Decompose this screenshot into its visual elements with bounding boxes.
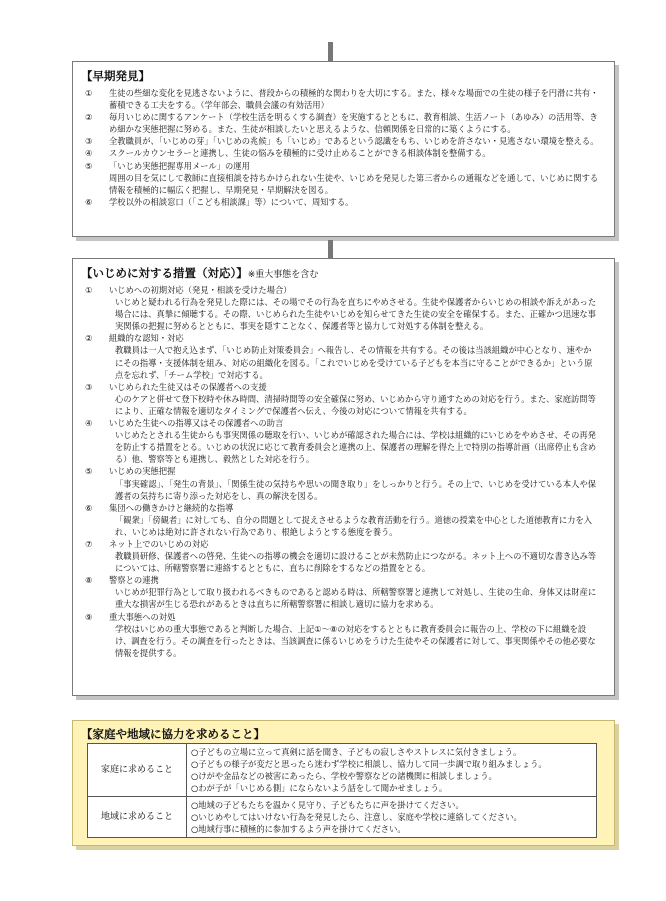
item-heading: いじめられた生徒又はその保護者への支援 [109, 381, 267, 392]
item-number: ⑧ [85, 575, 93, 586]
list-item: ○地域の子どもたちを温かく見守り、子どもたちに声を掛けてください。 [191, 799, 464, 810]
item-number: ⑤ [85, 466, 93, 477]
item-heading: 警察との連携 [109, 575, 159, 586]
response-item [85, 538, 599, 574]
list-item: ○いじめやしてはいけない行為を発見したら、注意し、家庭や学校に連絡してください。 [191, 811, 522, 822]
response-item [85, 465, 599, 501]
item-number: ① [85, 285, 93, 295]
response-item [85, 502, 599, 538]
item-number: ⑥ [85, 502, 93, 513]
item-heading: 集団への働きかけと継続的な指導 [109, 502, 234, 513]
early-detection-title: 【早期発見】 [81, 69, 150, 83]
home-items [187, 744, 597, 797]
early-item [85, 111, 599, 135]
item-number: ④ [85, 418, 93, 429]
item-desc: 教職員は一人で抱え込まず、「いじめ防止対策委員会」へ報告し、その情報を共有する。その後は当該組織が中心となり、速やかにその指導・支援体制を組み、対応の組織化を図る。「これでいじめを受けている子どもを本当に守ることができるか」という原点を忘れず、「チーム学校」で対応する。 [115, 345, 593, 380]
item-text: 生徒の些細な変化を見逃さないように、普段からの積極的な関わりを大切にする。また、様々な場面での生徒の様子を円滑に共有・蓄積できる工夫をする。（学年部会、職員会議の有効活用） [109, 88, 599, 111]
item-number: ④ [85, 148, 93, 159]
response-item [85, 332, 599, 380]
item-heading: いじめへの初期対応（発見・相談を受けた場合） [109, 285, 292, 295]
item-number: ⑨ [85, 611, 93, 622]
flow-connector-middle [328, 240, 333, 260]
early-detection-list [85, 87, 599, 208]
item-number: ⑥ [85, 196, 93, 207]
early-item [85, 135, 599, 147]
item-heading: いじめの実態把握 [109, 466, 176, 477]
item-text: スクールカウンセラーと連携し、生徒の悩みを積極的に受け止めることができる相談体制を整備する。 [109, 148, 491, 159]
response-title-text: 【いじめに対する措置（対応）】 [81, 266, 248, 280]
response-measures-title [81, 265, 318, 281]
early-item [85, 87, 599, 111]
early-detection-box [72, 61, 615, 237]
item-number: ② [85, 112, 93, 123]
list-item: ○子どもの立場に立って真剣に話を聞き、子どもの寂しさやストレスに気付きましょう。 [191, 746, 522, 757]
list-item: ○けがや金品などの被害にあったら、学校や警察などの諸機関に相談しましょう。 [191, 771, 497, 781]
community-cooperation-title: 【家庭や地域に協力を求めること】 [81, 727, 265, 741]
community-label: 地域に求めること [88, 797, 187, 838]
response-item [85, 417, 599, 465]
cooperation-table [87, 743, 597, 838]
item-number: ① [85, 88, 93, 98]
item-number: ③ [85, 136, 93, 147]
community-items [187, 797, 597, 838]
item-desc: 学校はいじめの重大事態であると判断した場合、上記①～⑧の対応をするとともに教育委員会に報告の上、学校の下に組織を設け、調査を行う。その調査を行ったときは、当該調査に係るいじめをうけた生徒やその保護者に対して、事実関係やその他必要な情報を提供する。 [115, 623, 596, 658]
item-desc: いじめと疑われる行為を発見した際には、その場でその行為を直ちにやめさせる。生徒や保護者からいじめの相談や訴えがあった場合には、真摯に傾聴する。その際、いじめられた生徒やいじめを知らせてきた生徒の安全を確保する。また、正確かつ迅速な事実関係の把握に努めるとともに、事実を隠すことなく、保護者等と協力して対処する体制を整える。 [115, 297, 597, 332]
item-number: ⑦ [85, 538, 93, 549]
item-desc: 心のケアと併せて登下校時や休み時間、清掃時間等の安全確保に努め、いじめから守り通すための対応を行う。また、家庭訪問等により、正確な情報を適切なタイミングで保護者へ伝え、今後の対応について情報を共有する。 [115, 393, 596, 416]
response-item [85, 611, 599, 659]
table-row-home [88, 744, 597, 797]
item-heading: 組織的な認知・対応 [109, 333, 184, 344]
item-desc: 周囲の目を気にして教師に直接相談を持ちかけられない生徒や、いじめを発見した第三者からの通報などを通して、いじめに関する情報を積極的に幅広く把握し、早期発見・早期解決を図る。 [109, 172, 599, 195]
item-desc: 「事実確認」、「発生の背景」、「関係生徒の気持ちや思いの聞き取り」をしっかりと行う。その上で、いじめを受けている本人や保護者の気持ちに寄り添った対応をし、真の解決を図る。 [115, 478, 597, 501]
response-item [85, 574, 599, 610]
item-number: ③ [85, 381, 93, 392]
list-item: ○地域行事に積極的に参加するよう声を掛けてください。 [191, 824, 406, 835]
response-item [85, 284, 599, 332]
item-text: 毎月いじめに関するアンケート（学校生活を明るくする調査）を実施するとともに、教育相談、生活ノート（あゆみ）の活用等、きめ細かな実態把握に努める。また、生徒が相談したいと思えるような、信頼関係を日常的に築くようにする。 [109, 112, 598, 135]
list-item: ○わが子が「いじめる側」にならないよう話をして聞かせましょう。 [191, 783, 448, 794]
item-heading: 重大事態への対処 [109, 611, 176, 622]
item-desc: いじめたとされる生徒からも事実関係の聴取を行い、いじめが確認された場合には、学校は組織的にいじめをやめさせ、その再発を防止する措置をとる。いじめの状況に応じて教育委員会と連携の上、保護者の理解を得た上で特別の指導計画（出席停止も含める）他、警察等とも連携し、毅然とした対応を行う。 [115, 430, 597, 465]
item-number: ⑤ [85, 160, 93, 171]
early-item [85, 160, 599, 196]
early-item [85, 196, 599, 208]
table-row-community [88, 797, 597, 838]
response-title-note: ※重大事態を含む [247, 270, 319, 280]
item-text: 「いじめ実態把握専用メール」の運用 [109, 160, 250, 171]
early-item [85, 147, 599, 159]
flow-connector-top [328, 42, 333, 62]
list-item: ○子どもの様子が変だと思ったら迷わず学校に相談し、協力して同一歩調で取り組みましょう。 [191, 758, 547, 769]
response-measures-list [85, 284, 599, 659]
response-item [85, 381, 599, 417]
item-heading: ネット上でのいじめの対応 [109, 538, 209, 549]
item-heading: いじめた生徒への指導又はその保護者への助言 [109, 418, 284, 429]
item-desc: 教職員研修、保護者への啓発、生徒への指導の機会を適切に設けることが未然防止につながる。ネット上への不適切な書き込み等については、所轄警察署に連絡するとともに、直ちに削除をするなどの措置をとる。 [115, 551, 597, 574]
item-desc: いじめが犯罪行為として取り扱われるべきものであると認める時は、所轄警察署と連携して対処し、生徒の生命、身体又は財産に重大な損害が生じる恐れがあるときは直ちに所轄警察署に相談し適切に協力を求める。 [115, 587, 597, 610]
item-number: ② [85, 333, 93, 344]
item-text: 全教職員が、「いじめの芽」「いじめの兆候」も「いじめ」であるという認識をもち、いじめを許さない・見逃さない環境を整える。 [109, 136, 599, 147]
home-label: 家庭に求めること [88, 744, 187, 797]
item-text: 学校以外の相談窓口（「こども相談課」等）について、周知する。 [109, 196, 354, 207]
community-cooperation-box [72, 720, 615, 846]
item-desc: 「観衆」「傍観者」に対しても、自分の問題として捉えさせるような教育活動を行う。道徳の授業を中心とした道徳教育に力を入れ、いじめは絶対に許されない行為であり、根絶しようとする態度を養う。 [115, 514, 593, 537]
response-measures-box [72, 258, 615, 696]
